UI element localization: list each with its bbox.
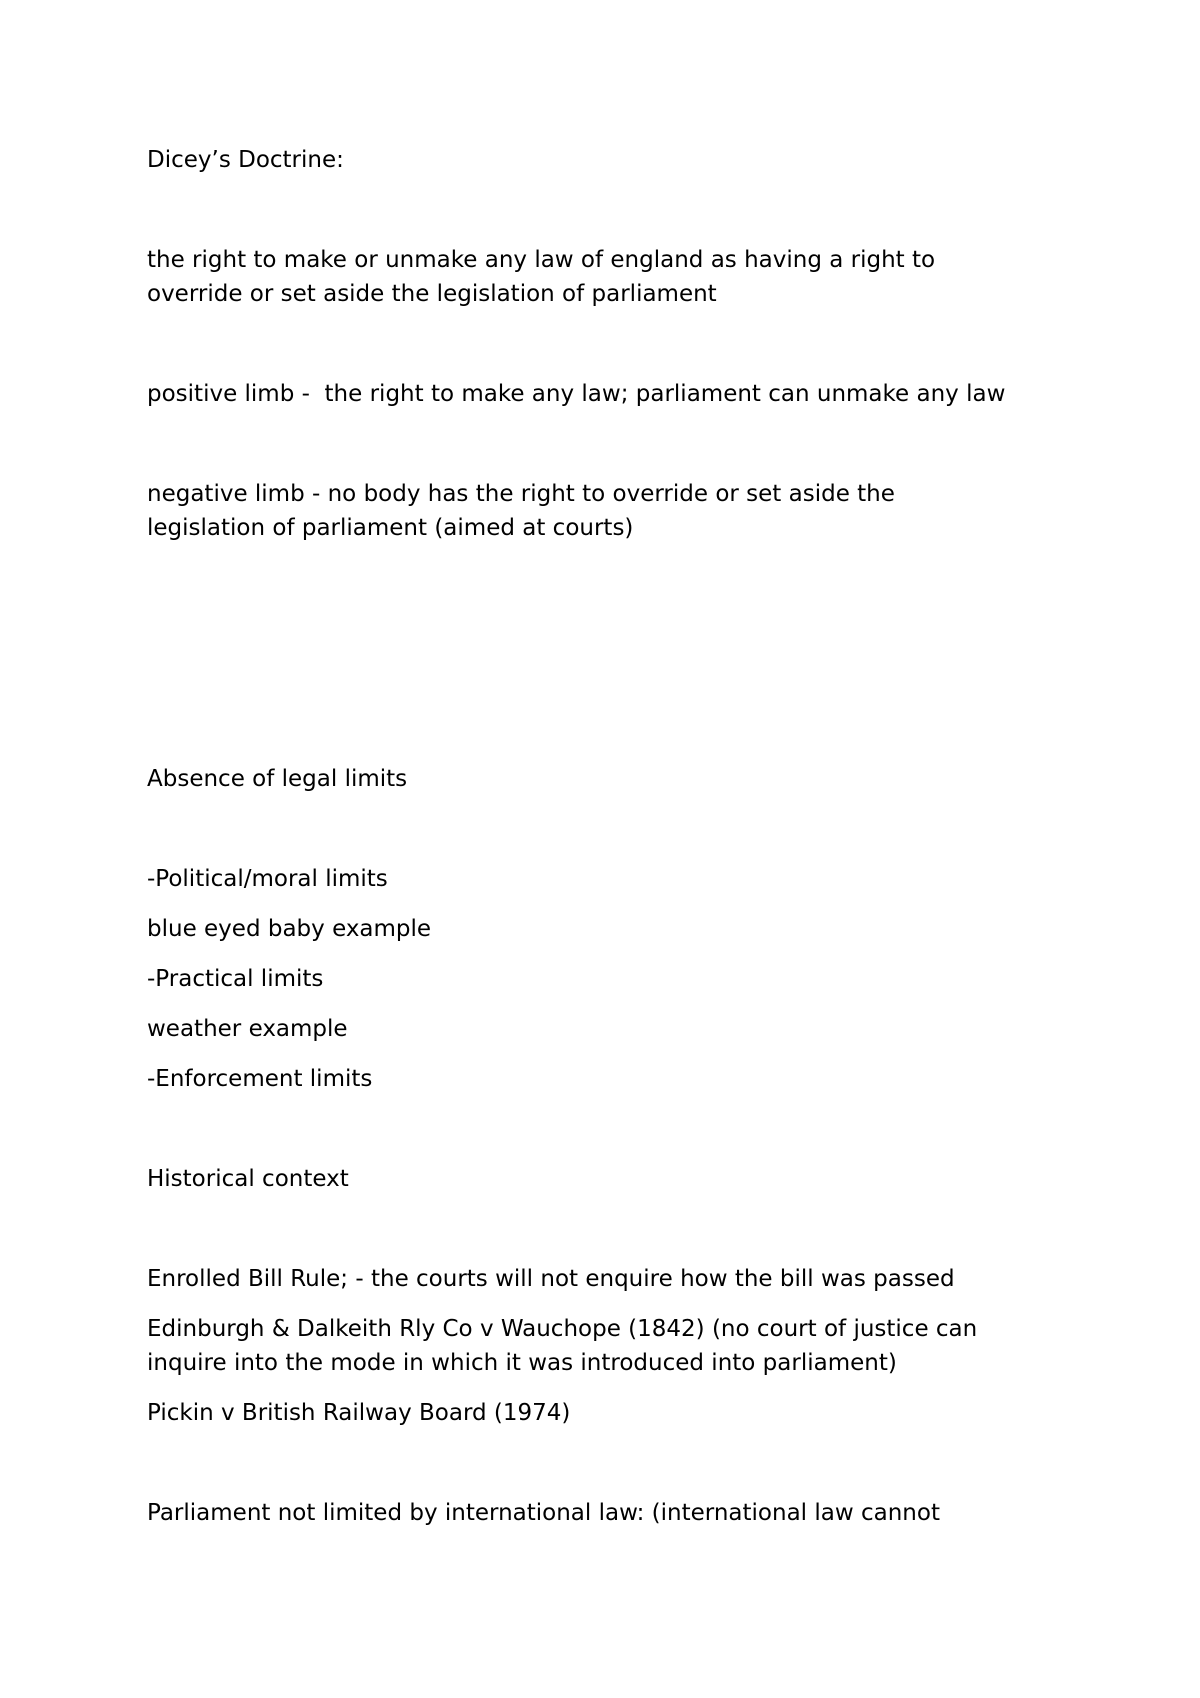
negative-limb-line-2: legislation of parliament (aimed at courts)	[147, 515, 634, 541]
negative-limb-line-1: negative limb - no body has the right to override or set aside the	[147, 481, 895, 507]
limit-practical: -Practical limits	[147, 966, 324, 992]
weather-example: weather example	[147, 1016, 348, 1042]
edinburgh-case-line-2: inquire into the mode in which it was introduced into parliament)	[147, 1350, 897, 1376]
limit-enforcement: -Enforcement limits	[147, 1066, 373, 1092]
limit-political-moral: -Political/moral limits	[147, 866, 388, 892]
positive-limb: positive limb - the right to make any law; parliament can unmake any law	[147, 381, 1006, 407]
international-law-line: Parliament not limited by international law: (international law cannot	[147, 1500, 940, 1526]
blue-eyed-baby-example: blue eyed baby example	[147, 916, 432, 942]
enrolled-bill-rule: Enrolled Bill Rule; - the courts will not enquire how the bill was passed	[147, 1266, 955, 1292]
heading-absence-of-legal-limits: Absence of legal limits	[147, 766, 408, 792]
heading-historical-context: Historical context	[147, 1166, 349, 1192]
definition-line-1: the right to make or unmake any law of england as having a right to	[147, 247, 936, 273]
edinburgh-case-line-1: Edinburgh & Dalkeith Rly Co v Wauchope (1842) (no court of justice can	[147, 1316, 978, 1342]
definition-line-2: override or set aside the legislation of parliament	[147, 281, 717, 307]
pickin-case: Pickin v British Railway Board (1974)	[147, 1400, 571, 1426]
heading-diceys-doctrine: Dicey’s Doctrine:	[147, 147, 344, 173]
